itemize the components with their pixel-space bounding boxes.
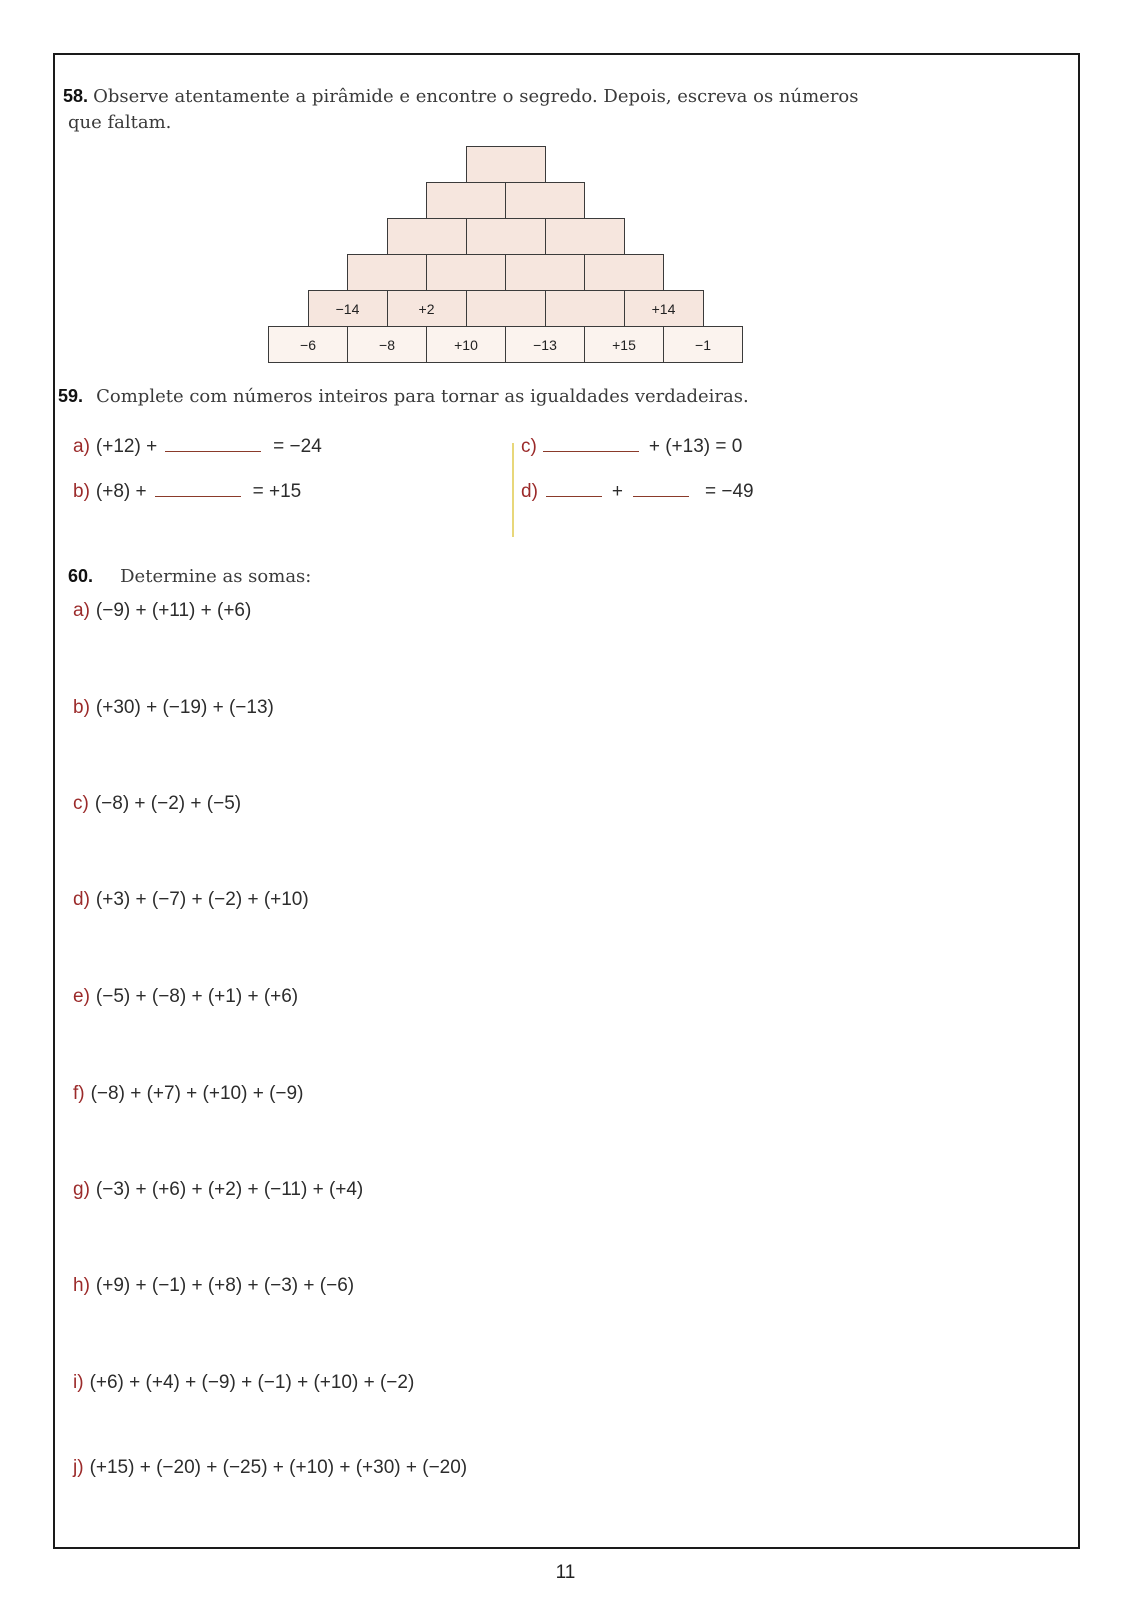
q60-item-e-letter: e) — [73, 986, 90, 1007]
pyramid-brick-row2-0[interactable] — [426, 182, 506, 219]
q60-item-h-letter: h) — [73, 1275, 90, 1296]
q60-item-f-letter: f) — [73, 1083, 85, 1104]
q59-item-b-right: = +15 — [252, 481, 302, 502]
q60-item-d — [73, 889, 309, 911]
pyramid-brick-row4-2[interactable] — [505, 254, 585, 291]
q59-item-d-plus: + — [611, 481, 624, 502]
pyramid-brick-row6-5: −1 — [663, 326, 743, 363]
q59-item-a-letter: a) — [73, 436, 90, 457]
q59-item-b — [73, 481, 301, 503]
q60-item-i — [73, 1372, 414, 1394]
pyramid-brick-row5-1: +2 — [387, 290, 467, 327]
question-58-number: 58. — [63, 86, 89, 106]
q59-item-b-left: (+8) + — [95, 481, 147, 502]
q60-item-d-letter: d) — [73, 889, 90, 910]
q60-item-a-expr: (−9) + (+11) + (+6) — [95, 600, 252, 621]
pyramid-brick-row5-0: −14 — [308, 290, 388, 327]
pyramid-brick-row3-1[interactable] — [466, 218, 546, 255]
q60-item-b-letter: b) — [73, 697, 90, 718]
q59-item-a-right: = −24 — [273, 436, 322, 457]
q60-item-f-expr: (−8) + (+7) + (+10) + (−9) — [90, 1083, 304, 1104]
question-60-header — [68, 566, 311, 587]
pyramid-brick-row6-3: −13 — [505, 326, 585, 363]
pyramid-brick-row2-1[interactable] — [505, 182, 585, 219]
pyramid-brick-row4-0[interactable] — [347, 254, 427, 291]
q60-item-c-letter: c) — [73, 793, 89, 814]
column-divider — [512, 443, 514, 537]
q59-item-a-left: (+12) + — [95, 436, 158, 457]
question-60-text: Determine as somas: — [120, 566, 312, 587]
q60-item-j-expr: (+15) + (−20) + (−25) + (+10) + (+30) + (−20) — [89, 1457, 468, 1478]
q59-item-a — [73, 436, 322, 458]
pyramid-brick-row3-0[interactable] — [387, 218, 467, 255]
q60-item-e — [73, 986, 298, 1008]
q59-item-d-right: = −49 — [705, 481, 754, 502]
q60-item-f — [73, 1083, 303, 1105]
question-59-number: 59. — [58, 386, 84, 406]
pyramid-brick-row1-0[interactable] — [466, 146, 546, 183]
question-58-text-line2: que faltam. — [68, 112, 172, 133]
question-60-number: 60. — [68, 566, 94, 586]
q59-item-c-letter: c) — [521, 436, 537, 457]
pyramid-brick-row3-2[interactable] — [545, 218, 625, 255]
q60-item-c — [73, 793, 241, 815]
q60-item-c-expr: (−8) + (−2) + (−5) — [94, 793, 242, 814]
page-number: 11 — [555, 1562, 576, 1583]
question-59-text: Complete com números inteiros para tornar as igualdades verdadeiras. — [96, 386, 749, 407]
q60-item-e-expr: (−5) + (−8) + (+1) + (+6) — [95, 986, 299, 1007]
q60-item-g — [73, 1179, 363, 1201]
q60-item-a-letter: a) — [73, 600, 90, 621]
question-59-header — [58, 386, 749, 407]
q60-item-i-expr: (+6) + (+4) + (−9) + (−1) + (+10) + (−2) — [89, 1372, 415, 1393]
q59-item-d-letter: d) — [521, 481, 538, 502]
q59-item-c-blank[interactable] — [543, 450, 639, 452]
q59-item-c-right: + (+13) = 0 — [648, 436, 743, 457]
q59-item-d-blank-1[interactable] — [546, 495, 602, 497]
pyramid-brick-row6-4: +15 — [584, 326, 664, 363]
q60-item-b-expr: (+30) + (−19) + (−13) — [95, 697, 274, 718]
q59-item-b-letter: b) — [73, 481, 90, 502]
pyramid-brick-row4-1[interactable] — [426, 254, 506, 291]
q60-item-g-letter: g) — [73, 1179, 90, 1200]
q60-item-i-letter: i) — [73, 1372, 84, 1393]
q60-item-h — [73, 1275, 354, 1297]
q60-item-a — [73, 600, 251, 622]
q59-item-d-blank-2[interactable] — [633, 495, 689, 497]
question-58-text-line1: Observe atentamente a pirâmide e encontre o segredo. Depois, escreva os números — [93, 86, 859, 107]
pyramid-brick-row5-4: +14 — [624, 290, 704, 327]
q60-item-d-expr: (+3) + (−7) + (−2) + (+10) — [95, 889, 309, 910]
q59-item-b-blank[interactable] — [155, 495, 241, 497]
number-pyramid — [0, 0, 1131, 380]
q60-item-j — [73, 1457, 467, 1479]
q59-item-c — [521, 436, 742, 458]
q60-item-h-expr: (+9) + (−1) + (+8) + (−3) + (−6) — [95, 1275, 355, 1296]
pyramid-brick-row6-0: −6 — [268, 326, 348, 363]
pyramid-brick-row5-2[interactable] — [466, 290, 546, 327]
q59-item-a-blank[interactable] — [165, 450, 261, 452]
q60-item-g-expr: (−3) + (+6) + (+2) + (−11) + (+4) — [95, 1179, 364, 1200]
q59-item-d — [521, 481, 754, 503]
q60-item-b — [73, 697, 274, 719]
pyramid-brick-row6-2: +10 — [426, 326, 506, 363]
pyramid-brick-row6-1: −8 — [347, 326, 427, 363]
pyramid-brick-row5-3[interactable] — [545, 290, 625, 327]
pyramid-brick-row4-3[interactable] — [584, 254, 664, 291]
q60-item-j-letter: j) — [73, 1457, 84, 1478]
